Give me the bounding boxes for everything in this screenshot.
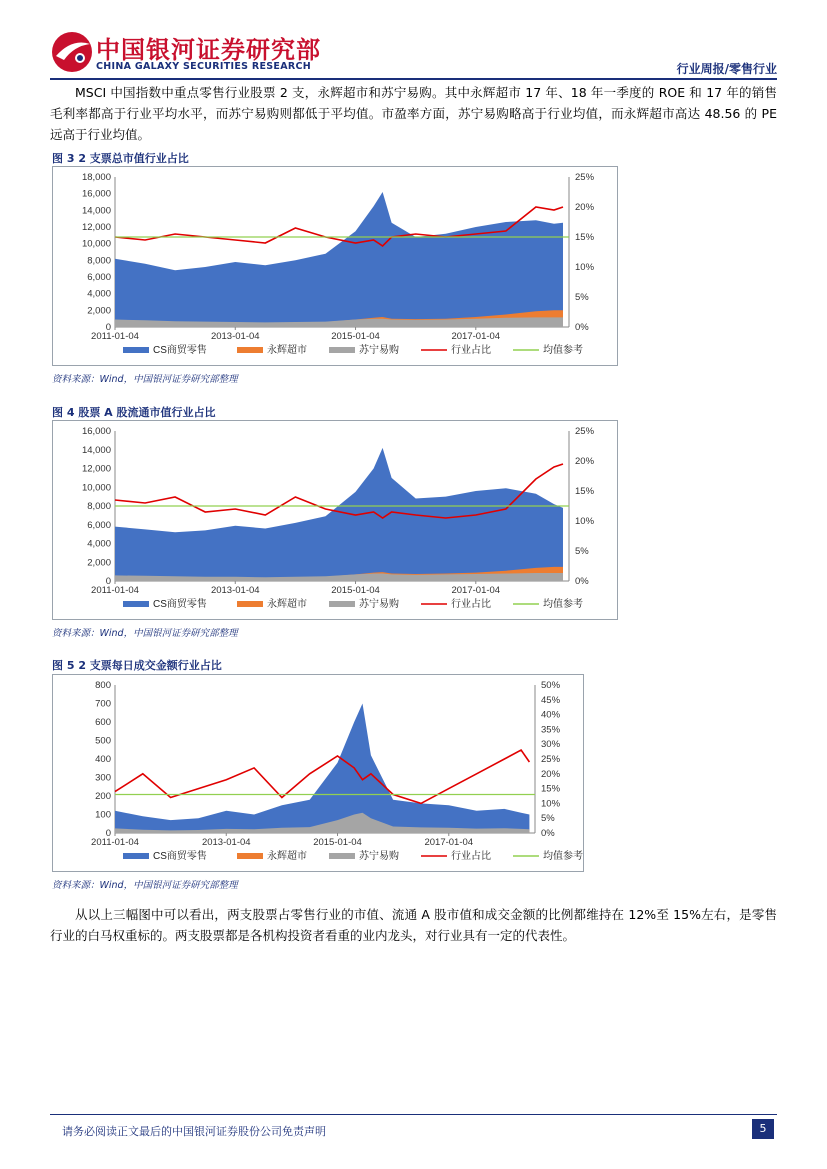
- legend-label: 行业占比: [451, 599, 491, 610]
- y-right-tick-label: 0%: [541, 828, 555, 839]
- legend-label: 苏宁易购: [359, 599, 399, 610]
- legend-label: 均值参考: [543, 851, 583, 862]
- y-left-tick-label: 14,000: [81, 205, 111, 217]
- legend-label: 苏宁易购: [359, 345, 399, 356]
- y-left-tick-label: 16,000: [81, 188, 111, 200]
- x-tick-label: 2013-01-04: [210, 331, 260, 342]
- y-left-tick-label: 12,000: [81, 222, 111, 233]
- report-type: 行业周报/零售行业: [676, 62, 777, 76]
- y-left-tick-label: 200: [95, 791, 111, 802]
- x-tick-label: 2015-01-04: [331, 585, 380, 596]
- legend-label: 均值参考: [543, 345, 583, 356]
- figure-4-svg: [53, 421, 617, 619]
- x-tick-label: 2011-01-04: [91, 331, 139, 342]
- legend-swatch: [237, 601, 263, 607]
- y-left-tick-label: 0: [105, 828, 111, 839]
- legend-label: 行业占比: [451, 345, 491, 356]
- y-right-tick-label: 0%: [575, 576, 589, 587]
- y-left-tick-label: 600: [95, 717, 111, 728]
- header-divider: [50, 78, 777, 80]
- logo-english-name: CHINA GALAXY SECURITIES RESEARCH: [96, 61, 311, 72]
- figure-4-source: 资料来源：Wind，中国银河证券研究部整理: [52, 628, 238, 639]
- y-right-tick-label: 15%: [575, 232, 595, 243]
- y-right-tick-label: 20%: [575, 456, 595, 467]
- x-tick-label: 2013-01-04: [210, 585, 260, 596]
- area-series-CS商贸零售: [115, 192, 563, 327]
- figure-3-chart: [52, 166, 618, 366]
- y-right-tick-label: 25%: [575, 426, 595, 437]
- y-left-tick-label: 8,000: [87, 501, 111, 512]
- x-tick-label: 2013-01-04: [201, 837, 251, 848]
- y-right-tick-label: 25%: [575, 172, 595, 183]
- x-tick-label: 2017-01-04: [451, 585, 501, 596]
- conclusion-paragraph: 从以上三幅图中可以看出，两支股票占零售行业的市值、流通 A 股市值和成交金额的比例都维持在 12%至 15%左右，是零售行业的白马权重标的。两支股票都是各机构投资者看重的业内龙头，对行业具有一定的代表性。: [50, 907, 777, 943]
- y-left-tick-label: 0: [105, 322, 111, 333]
- y-right-tick-label: 50%: [541, 680, 561, 691]
- y-left-tick-label: 4,000: [87, 288, 111, 300]
- x-tick-label: 2017-01-04: [451, 331, 501, 342]
- figure-4-title: 图 4 股票 A 股流通市值行业占比: [52, 406, 216, 419]
- legend-swatch: [329, 601, 355, 607]
- y-right-tick-label: 10%: [575, 516, 595, 527]
- area-series-CS商贸零售: [115, 704, 529, 834]
- galaxy-logo-icon: [50, 30, 94, 74]
- y-right-tick-label: 30%: [541, 739, 561, 751]
- y-left-tick-label: 4,000: [87, 538, 111, 550]
- y-left-tick-label: 300: [95, 772, 111, 784]
- y-left-tick-label: 2,000: [87, 305, 111, 317]
- y-right-tick-label: 5%: [575, 546, 589, 557]
- y-right-tick-label: 5%: [541, 813, 555, 825]
- y-left-tick-label: 400: [95, 754, 111, 765]
- figure-3-source: 资料来源：Wind，中国银河证券研究部整理: [52, 374, 238, 385]
- intro-paragraph: MSCI 中国指数中重点零售行业股票 2 支，永辉超市和苏宁易购。其中永辉超市 17 年、18 年一季度的 ROE 和 17 年的销售毛利率都高于行业平均水平，而苏宁易购则都低于平均值。市盈率方面，苏宁易购略高于行业均值，而永辉超市高达 48.56 的 PE 远高于行业均值。: [50, 85, 777, 142]
- legend-label: 永辉超市: [267, 851, 307, 862]
- legend-label: 苏宁易购: [359, 851, 399, 862]
- x-tick-label: 2011-01-04: [91, 585, 139, 596]
- legend-swatch: [329, 347, 355, 353]
- legend-label: 永辉超市: [267, 599, 307, 610]
- figure-3-title: 图 3 2 支票总市值行业占比: [52, 152, 189, 165]
- legend-swatch: [123, 601, 149, 607]
- page-number: 5: [752, 1119, 774, 1139]
- y-right-tick-label: 10%: [541, 798, 561, 810]
- x-tick-label: 2015-01-04: [313, 837, 362, 848]
- y-left-tick-label: 8,000: [87, 255, 111, 267]
- legend-swatch: [237, 347, 263, 353]
- figure-4-chart: [52, 420, 618, 620]
- y-left-tick-label: 100: [95, 809, 111, 821]
- footer-disclaimer: 请务必阅读正文最后的中国银河证券股份公司免责声明: [62, 1125, 326, 1138]
- y-left-tick-label: 2,000: [87, 557, 111, 569]
- legend-label: 均值参考: [543, 599, 583, 610]
- y-left-tick-label: 10,000: [81, 482, 111, 494]
- y-left-tick-label: 16,000: [81, 426, 111, 437]
- y-right-tick-label: 5%: [575, 292, 589, 303]
- y-right-tick-label: 0%: [575, 322, 589, 333]
- x-tick-label: 2011-01-04: [91, 837, 139, 848]
- y-left-tick-label: 0: [105, 576, 111, 587]
- x-tick-label: 2017-01-04: [424, 837, 474, 848]
- y-right-tick-label: 25%: [541, 754, 561, 765]
- legend-swatch: [123, 853, 149, 859]
- y-right-tick-label: 20%: [575, 202, 595, 213]
- figure-5-svg: [53, 675, 583, 871]
- y-right-tick-label: 15%: [541, 783, 561, 795]
- legend-label: 行业占比: [451, 851, 491, 862]
- x-tick-label: 2015-01-04: [331, 331, 380, 342]
- y-left-tick-label: 12,000: [81, 463, 111, 475]
- figure-3-svg: [53, 167, 617, 365]
- legend-label: CS商贸零售: [153, 599, 207, 610]
- y-right-tick-label: 45%: [541, 694, 561, 706]
- logo-chinese-name: 中国银河证券研究部: [96, 36, 321, 64]
- legend-label: 永辉超市: [267, 345, 307, 356]
- legend-label: CS商贸零售: [153, 851, 207, 862]
- y-right-tick-label: 40%: [541, 709, 561, 721]
- y-left-tick-label: 18,000: [81, 172, 111, 183]
- y-right-tick-label: 15%: [575, 486, 595, 497]
- footer-divider: [50, 1114, 777, 1115]
- figure-5-title: 图 5 2 支票每日成交金额行业占比: [52, 659, 222, 672]
- y-left-tick-label: 10,000: [81, 238, 111, 250]
- y-left-tick-label: 14,000: [81, 444, 111, 456]
- y-left-tick-label: 500: [95, 735, 111, 747]
- y-left-tick-label: 6,000: [87, 272, 111, 283]
- legend-swatch: [123, 347, 149, 353]
- y-right-tick-label: 35%: [541, 724, 561, 736]
- y-left-tick-label: 6,000: [87, 519, 111, 531]
- y-left-tick-label: 700: [95, 698, 111, 710]
- y-left-tick-label: 800: [95, 680, 111, 691]
- y-right-tick-label: 10%: [575, 262, 595, 273]
- legend-swatch: [329, 853, 355, 859]
- figure-5-chart: [52, 674, 584, 872]
- y-right-tick-label: 20%: [541, 768, 561, 780]
- area-series-CS商贸零售: [115, 448, 563, 581]
- legend-label: CS商贸零售: [153, 345, 207, 356]
- legend-swatch: [237, 853, 263, 859]
- figure-5-source: 资料来源：Wind，中国银河证券研究部整理: [52, 880, 238, 891]
